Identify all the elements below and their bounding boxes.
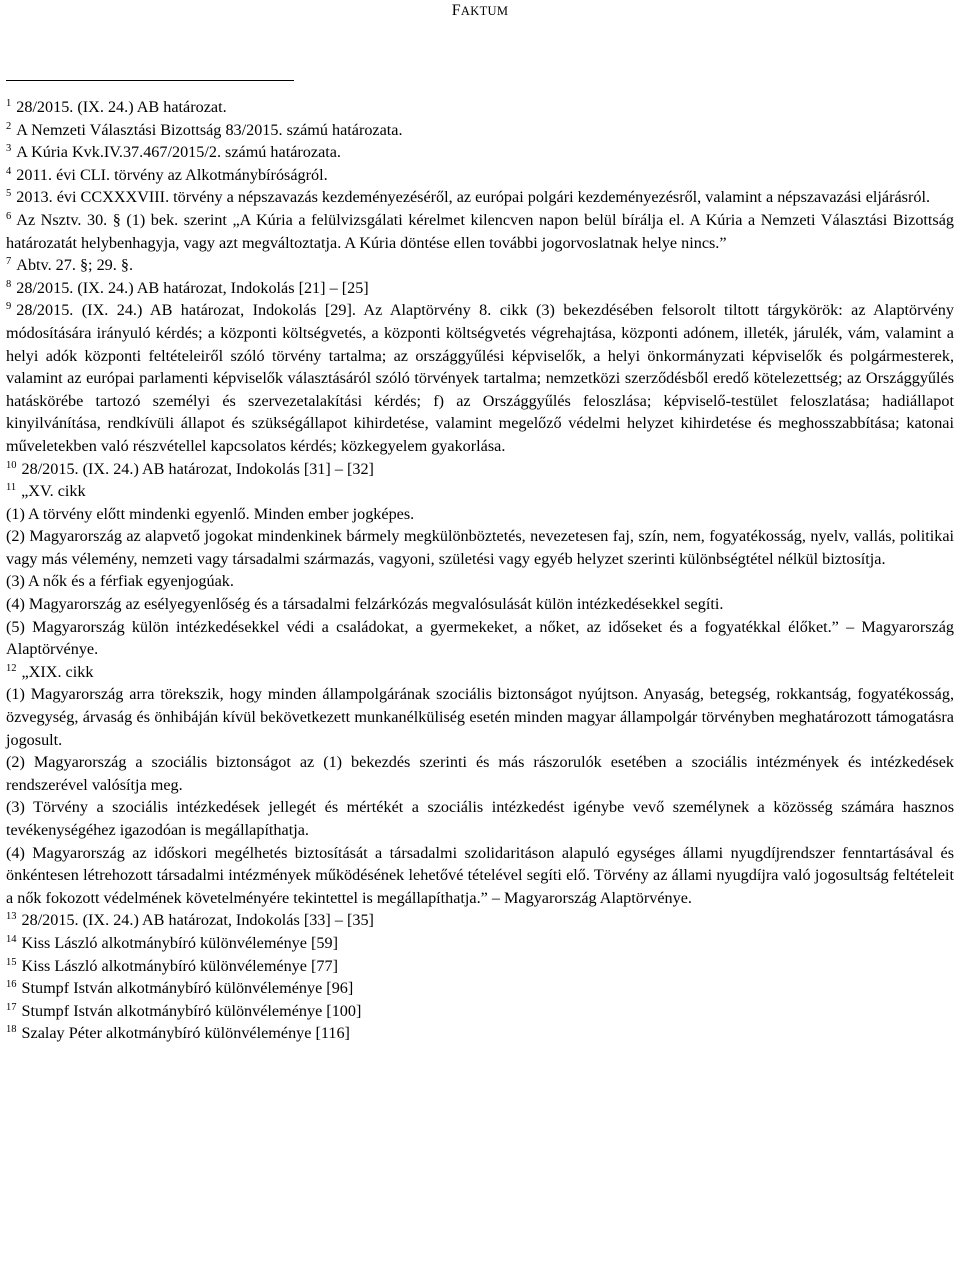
footnote-4 [6, 164, 954, 187]
footnote-text: Stumpf István alkotmánybíró különvéleménye [100] [21, 1001, 362, 1020]
header-rest: AKTUM [460, 4, 509, 18]
footnote-text: A Nemzeti Választási Bizottság 83/2015. számú határozata. [16, 120, 403, 139]
article-paragraph: (2) Magyarország a szociális biztonságot az (1) bekezdés szerinti és más rászorulók esetében a szociális intézmények és intézkedések rendszerével valósítja meg. [6, 753, 954, 794]
footnote-separator [6, 80, 294, 81]
footnote-15 [6, 955, 954, 978]
footnote-number: 12 [6, 662, 17, 674]
article-paragraph: (4) Magyarország az esélyegyenlőség és a társadalmi felzárkózás megvalósulását külön intézkedésekkel segíti. [6, 595, 724, 614]
footnote-number: 15 [6, 956, 17, 968]
footnote-text: 2013. évi CCXXXVIII. törvény a népszavazás kezdeményezéséről, az európai polgári kezdeményezésről, valamint a népszavazási eljárásról. [16, 188, 930, 207]
footnote-text: 2011. évi CLI. törvény az Alkotmánybíróságról. [16, 165, 328, 184]
footnote-number: 6 [6, 210, 12, 222]
footnote-3 [6, 141, 954, 164]
footnote-text: 28/2015. (IX. 24.) AB határozat. [16, 98, 227, 116]
article-paragraph: (2) Magyarország az alapvető jogokat mindenkinek bármely megkülönböztetés, nevezetesen faj, szín, nem, fogyatékosság, nyelv, vallás, politikai vagy más vélemény, nemzeti vagy társadalmi származás, vagyoni, születési vagy egyéb helyzet szerinti különbségtétel nélkül biztosítja. [6, 527, 954, 568]
footnote-number: 16 [6, 979, 17, 991]
footnote-2 [6, 119, 954, 142]
footnote-text: Stumpf István alkotmánybíró különvéleménye [96] [21, 979, 354, 998]
footnote-number: 14 [6, 933, 17, 945]
article-paragraph: (1) A törvény előtt mindenki egyenlő. Minden ember jogképes. [6, 504, 415, 523]
article-paragraph: (5) Magyarország külön intézkedésekkel védi a családokat, a gyermekeket, a nőket, az időseket és a fogyatékkal élőket.” – Magyarország Alaptörvénye. [6, 617, 954, 659]
footnote-12 [6, 661, 954, 684]
footnote-13 [6, 909, 954, 932]
footnote-number: 3 [6, 143, 12, 155]
footnote-text: Szalay Péter alkotmánybíró különvéleménye [116] [21, 1024, 350, 1043]
article-paragraph: (1) Magyarország arra törekszik, hogy minden állampolgárának szociális biztonságot nyújtson. Anyaság, betegség, rokkantság, fogyatékosság, özvegység, árvaság és önhibáján kívül bekövetkezett munkanélküliség esetén minden magyar állampolgár törvényben meghatározott támogatásra jogosult. [6, 685, 954, 749]
footnote-text: 28/2015. (IX. 24.) AB határozat, Indokolás [29]. Az Alaptörvény 8. cikk (3) bekezdésében felsorolt tiltott tárgykörök: az Alaptörvény módosítására irányuló kérdés; a központi költségvetés, a központi költségvetés végrehajtása, központi adónem, illeték, járulék, vám, valamint a helyi adók központi feltételeiről szóló törvény tartalma; az országgyűlési képviselők, a helyi önkormányzati képviselők és polgármesterek, valamint az európai parlamenti képviselők választásáról szóló törvények tartalma; nemzetközi szerződésből eredő kötelezettség; az Országgyűlés hatáskörébe tartozó személyi és szervezetalakítási kérdés; f) az Országgyűlés feloszlása; képviselő-testület feloszlatása; hadiállapot kinyilvánítása, rendkívüli állapot és szükségállapot kihirdetése, valamint megelőző védelmi helyzet kihirdetése és meghosszabbítása; katonai műveletekben való részvétellel kapcsolatos kérdés; közkegyelem gyakorlása. [6, 301, 954, 455]
article-heading: „XV. cikk [21, 482, 86, 501]
footnote-text: Abtv. 27. §; 29. §. [16, 256, 134, 275]
footnote-text: 28/2015. (IX. 24.) AB határozat, Indokolás [31] – [32] [21, 459, 374, 478]
footnote-number: 1 [6, 98, 12, 109]
running-header [0, 0, 960, 22]
footnote-number: 8 [6, 278, 12, 290]
footnote-8 [6, 277, 954, 300]
footnote-number: 4 [6, 165, 12, 177]
footnote-text: 28/2015. (IX. 24.) AB határozat, Indokolás [33] – [35] [21, 911, 374, 930]
footnote-number: 10 [6, 459, 17, 471]
footnote-10 [6, 458, 954, 481]
footnote-number: 11 [6, 482, 17, 494]
footnote-text: Kiss László alkotmánybíró különvéleménye [77] [21, 956, 338, 975]
footnote-number: 17 [6, 1001, 17, 1013]
article-heading: „XIX. cikk [21, 662, 94, 681]
footnote-14 [6, 932, 954, 955]
article-paragraph: (4) Magyarország az időskori megélhetés biztosítását a társadalmi szolidaritáson alapuló egységes állami nyugdíjrendszer fenntartásával és önkéntesen létrehozott társadalmi intézmények működésének lehetővé tételével segíti elő. Törvény az állami nyugdíjra való jogosultság feltételeit a nők fokozott védelmének követelményére tekintettel is megállapíthatja.” – Magyarország Alaptörvénye. [6, 843, 954, 907]
footnote-11 [6, 480, 954, 503]
footnote-number: 18 [6, 1024, 17, 1036]
footnote-1 [6, 96, 954, 119]
article-paragraph: (3) Törvény a szociális intézkedések jellegét és mértékét a szociális intézkedést igénybe vevő személynek a közösség számára hasznos tevékenységéhez igazodóan is megállapíthatja. [6, 798, 954, 839]
footnote-5 [6, 186, 954, 209]
header-initial: F [451, 2, 461, 19]
footnote-number: 2 [6, 120, 12, 132]
footnote-text: 28/2015. (IX. 24.) AB határozat, Indokolás [21] – [25] [16, 278, 369, 297]
footnote-text: Az Nsztv. 30. § (1) bek. szerint „A Kúria a felülvizsgálati kérelmet kilencven napon belül bírálja el. A Kúria a Nemzeti Választási Bizottság határozatát helybenhagyja, vagy azt megváltoztatja. A Kúria döntése ellen további jogorvoslatnak helye nincs.” [6, 210, 954, 252]
footnote-number: 7 [6, 256, 12, 268]
footnote-text: A Kúria Kvk.IV.37.467/2015/2. számú határozata. [16, 143, 341, 162]
footnote-number: 5 [6, 188, 12, 200]
footnote-7 [6, 254, 954, 277]
footnote-number: 13 [6, 911, 17, 923]
footnote-16 [6, 977, 954, 1000]
footnote-9 [6, 299, 954, 457]
article-paragraph: (3) A nők és a férfiak egyenjogúak. [6, 572, 234, 591]
footnote-17 [6, 1000, 954, 1023]
footnote-text: Kiss László alkotmánybíró különvéleménye [59] [21, 933, 338, 952]
footnote-18 [6, 1022, 954, 1045]
footnote-6 [6, 209, 954, 254]
footnote-number: 9 [6, 301, 12, 313]
footnotes [6, 96, 954, 1045]
